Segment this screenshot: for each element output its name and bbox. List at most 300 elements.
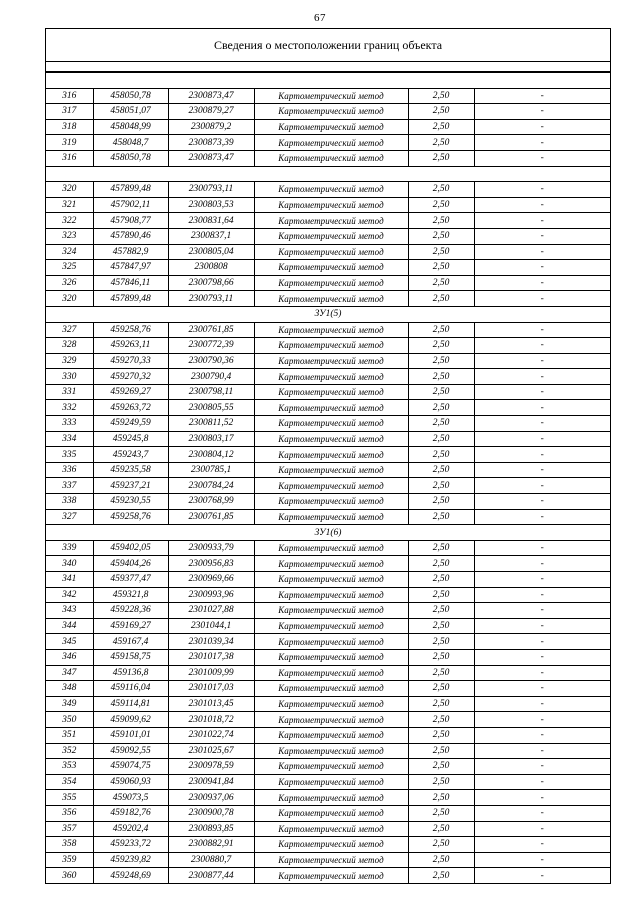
table-row [46,790,610,806]
point-number: 340 [46,556,93,572]
coord-x: 459099,62 [93,712,168,728]
point-number: 327 [46,509,93,525]
accuracy-cell: 2,50 [408,88,474,104]
accuracy-cell: 2,50 [408,400,474,416]
coord-y: 2300941,84 [168,774,254,790]
description-cell: - [474,119,610,135]
coord-x: 459258,76 [93,322,168,338]
method-cell: Картометрический метод [254,759,408,775]
description-cell: - [474,353,610,369]
coord-x: 459060,93 [93,774,168,790]
description-cell: - [474,431,610,447]
table-row [46,649,610,665]
coord-x: 459167,4 [93,634,168,650]
method-cell: Картометрический метод [254,587,408,603]
table-row [46,431,610,447]
description-cell: - [474,821,610,837]
coord-x: 459377,47 [93,572,168,588]
accuracy-cell: 2,50 [408,837,474,853]
method-cell: Картометрический метод [254,509,408,525]
table-row [46,369,610,385]
coord-y: 2301009,99 [168,665,254,681]
point-number: 352 [46,743,93,759]
coord-x: 458048,7 [93,135,168,151]
accuracy-cell: 2,50 [408,572,474,588]
coord-y: 2301039,34 [168,634,254,650]
coord-x: 457902,11 [93,197,168,213]
coord-y: 2300793,11 [168,291,254,307]
coord-y: 2301025,67 [168,743,254,759]
table-gap-row [46,73,610,89]
method-cell: Картометрический метод [254,291,408,307]
point-number: 343 [46,603,93,619]
table-row [46,681,610,697]
table-row [46,712,610,728]
coord-x: 459270,33 [93,353,168,369]
description-cell: - [474,868,610,884]
coordinates-table-body [46,73,610,884]
parcel-label: ЗУ1(5) [46,306,610,322]
method-cell: Картометрический метод [254,634,408,650]
coord-x: 459245,8 [93,431,168,447]
accuracy-cell: 2,50 [408,494,474,510]
accuracy-cell: 2,50 [408,244,474,260]
coord-y: 2300803,53 [168,197,254,213]
coord-x: 459169,27 [93,618,168,634]
point-number: 322 [46,213,93,229]
table-row [46,556,610,572]
accuracy-cell: 2,50 [408,213,474,229]
table-row [46,743,610,759]
description-cell: - [474,462,610,478]
method-cell: Картометрический метод [254,665,408,681]
table-row [46,213,610,229]
coord-x: 457890,46 [93,228,168,244]
description-cell: - [474,400,610,416]
table-row [46,727,610,743]
point-number: 357 [46,821,93,837]
accuracy-cell: 2,50 [408,665,474,681]
method-cell: Картометрический метод [254,462,408,478]
method-cell: Картометрический метод [254,681,408,697]
point-number: 331 [46,384,93,400]
accuracy-cell: 2,50 [408,805,474,821]
accuracy-cell: 2,50 [408,727,474,743]
point-number: 316 [46,150,93,166]
coord-x: 459136,8 [93,665,168,681]
description-cell: - [474,852,610,868]
accuracy-cell: 2,50 [408,197,474,213]
table-row [46,852,610,868]
point-number: 320 [46,182,93,198]
method-cell: Картометрический метод [254,868,408,884]
method-cell: Картометрический метод [254,119,408,135]
method-cell: Картометрический метод [254,322,408,338]
description-cell: - [474,837,610,853]
point-number: 317 [46,104,93,120]
coord-x: 459202,4 [93,821,168,837]
table-row [46,88,610,104]
method-cell: Картометрический метод [254,244,408,260]
accuracy-cell: 2,50 [408,696,474,712]
point-number: 342 [46,587,93,603]
coord-y: 2300873,39 [168,135,254,151]
point-number: 356 [46,805,93,821]
coord-x: 459248,69 [93,868,168,884]
coord-x: 459237,21 [93,478,168,494]
accuracy-cell: 2,50 [408,353,474,369]
coord-x: 459235,58 [93,462,168,478]
coord-y: 2300785,1 [168,462,254,478]
description-cell: - [474,634,610,650]
table-row [46,478,610,494]
accuracy-cell: 2,50 [408,618,474,634]
table-row [46,322,610,338]
coord-y: 2300784,24 [168,478,254,494]
table-row [46,182,610,198]
coord-x: 459158,75 [93,649,168,665]
description-cell: - [474,540,610,556]
point-number: 350 [46,712,93,728]
description-cell: - [474,494,610,510]
table-gap-row [46,166,610,182]
coord-x: 459270,32 [93,369,168,385]
method-cell: Картометрический метод [254,150,408,166]
coord-y: 2300969,66 [168,572,254,588]
description-cell: - [474,369,610,385]
accuracy-cell: 2,50 [408,150,474,166]
coord-x: 459074,75 [93,759,168,775]
coord-x: 457908,77 [93,213,168,229]
table-row [46,603,610,619]
accuracy-cell: 2,50 [408,322,474,338]
accuracy-cell: 2,50 [408,712,474,728]
coord-y: 2300803,17 [168,431,254,447]
coord-y: 2300761,85 [168,322,254,338]
accuracy-cell: 2,50 [408,135,474,151]
point-number: 353 [46,759,93,775]
point-number: 323 [46,228,93,244]
description-cell: - [474,572,610,588]
description-cell: - [474,213,610,229]
point-number: 339 [46,540,93,556]
description-cell: - [474,681,610,697]
description-cell: - [474,260,610,276]
accuracy-cell: 2,50 [408,447,474,463]
method-cell: Картометрический метод [254,338,408,354]
method-cell: Картометрический метод [254,275,408,291]
accuracy-cell: 2,50 [408,338,474,354]
description-cell: - [474,416,610,432]
accuracy-cell: 2,50 [408,228,474,244]
method-cell: Картометрический метод [254,135,408,151]
description-cell: - [474,712,610,728]
coord-y: 2300882,91 [168,837,254,853]
accuracy-cell: 2,50 [408,431,474,447]
table-row [46,774,610,790]
description-cell: - [474,244,610,260]
table-title: Сведения о местоположении границ объекта [46,29,610,62]
point-number: 338 [46,494,93,510]
table-row [46,665,610,681]
point-number: 321 [46,197,93,213]
coord-y: 2300893,85 [168,821,254,837]
coord-y: 2300805,55 [168,400,254,416]
table-row [46,260,610,276]
point-number: 341 [46,572,93,588]
method-cell: Картометрический метод [254,182,408,198]
table-row [46,696,610,712]
description-cell: - [474,509,610,525]
point-number: 334 [46,431,93,447]
coord-x: 459228,36 [93,603,168,619]
accuracy-cell: 2,50 [408,649,474,665]
accuracy-cell: 2,50 [408,104,474,120]
point-number: 325 [46,260,93,276]
description-cell: - [474,665,610,681]
accuracy-cell: 2,50 [408,743,474,759]
method-cell: Картометрический метод [254,852,408,868]
coord-x: 459258,76 [93,509,168,525]
point-number: 349 [46,696,93,712]
coord-x: 458048,99 [93,119,168,135]
point-number: 354 [46,774,93,790]
method-cell: Картометрический метод [254,478,408,494]
point-number: 316 [46,88,93,104]
coord-x: 457899,48 [93,182,168,198]
coord-y: 2300978,59 [168,759,254,775]
coord-y: 2300956,83 [168,556,254,572]
coord-y: 2300900,78 [168,805,254,821]
method-cell: Картометрический метод [254,104,408,120]
point-number: 346 [46,649,93,665]
accuracy-cell: 2,50 [408,603,474,619]
coord-x: 459402,05 [93,540,168,556]
table-row [46,353,610,369]
table-row [46,291,610,307]
coord-y: 2300873,47 [168,150,254,166]
description-cell: - [474,556,610,572]
accuracy-cell: 2,50 [408,478,474,494]
description-cell: - [474,135,610,151]
coord-y: 2300805,04 [168,244,254,260]
method-cell: Картометрический метод [254,228,408,244]
table-row [46,618,610,634]
point-number: 351 [46,727,93,743]
accuracy-cell: 2,50 [408,384,474,400]
point-number: 324 [46,244,93,260]
method-cell: Картометрический метод [254,805,408,821]
point-number: 318 [46,119,93,135]
accuracy-cell: 2,50 [408,416,474,432]
table-row [46,634,610,650]
point-number: 328 [46,338,93,354]
coord-x: 457847,97 [93,260,168,276]
point-number: 329 [46,353,93,369]
table-row [46,338,610,354]
point-number: 355 [46,790,93,806]
coord-y: 2300937,06 [168,790,254,806]
table-row [46,759,610,775]
coord-x: 459114,81 [93,696,168,712]
method-cell: Картометрический метод [254,774,408,790]
point-number: 320 [46,291,93,307]
method-cell: Картометрический метод [254,260,408,276]
description-cell: - [474,197,610,213]
accuracy-cell: 2,50 [408,681,474,697]
coord-x: 459263,11 [93,338,168,354]
accuracy-cell: 2,50 [408,369,474,385]
point-number: 330 [46,369,93,385]
description-cell: - [474,384,610,400]
description-cell: - [474,478,610,494]
description-cell: - [474,727,610,743]
point-number: 359 [46,852,93,868]
coord-y: 2300879,27 [168,104,254,120]
table-row [46,400,610,416]
accuracy-cell: 2,50 [408,275,474,291]
accuracy-cell: 2,50 [408,291,474,307]
method-cell: Картометрический метод [254,743,408,759]
accuracy-cell: 2,50 [408,462,474,478]
coord-y: 2300798,66 [168,275,254,291]
point-number: 335 [46,447,93,463]
coord-x: 459182,76 [93,805,168,821]
description-cell: - [474,743,610,759]
coord-y: 2300831,64 [168,213,254,229]
parcel-label-row [46,525,610,541]
coord-y: 2300772,39 [168,338,254,354]
coord-y: 2301044,1 [168,618,254,634]
method-cell: Картометрический метод [254,384,408,400]
accuracy-cell: 2,50 [408,556,474,572]
coord-x: 459249,59 [93,416,168,432]
description-cell: - [474,774,610,790]
method-cell: Картометрический метод [254,556,408,572]
method-cell: Картометрический метод [254,603,408,619]
description-cell: - [474,338,610,354]
description-cell: - [474,759,610,775]
coord-y: 2300793,11 [168,182,254,198]
table-row [46,805,610,821]
coord-y: 2301027,88 [168,603,254,619]
coord-y: 2300768,99 [168,494,254,510]
coord-x: 459233,72 [93,837,168,853]
method-cell: Картометрический метод [254,821,408,837]
description-cell: - [474,182,610,198]
method-cell: Картометрический метод [254,213,408,229]
method-cell: Картометрический метод [254,88,408,104]
coord-y: 2300873,47 [168,88,254,104]
coordinates-table [46,72,610,884]
table-row [46,197,610,213]
coord-x: 459269,27 [93,384,168,400]
point-number: 360 [46,868,93,884]
coord-y: 2300790,4 [168,369,254,385]
method-cell: Картометрический метод [254,696,408,712]
coord-y: 2300880,7 [168,852,254,868]
coord-x: 457846,11 [93,275,168,291]
point-number: 327 [46,322,93,338]
description-cell: - [474,805,610,821]
accuracy-cell: 2,50 [408,790,474,806]
description-cell: - [474,603,610,619]
point-number: 332 [46,400,93,416]
method-cell: Картометрический метод [254,618,408,634]
table-row [46,494,610,510]
table-row [46,587,610,603]
table-row [46,462,610,478]
method-cell: Картометрический метод [254,447,408,463]
point-number: 358 [46,837,93,853]
coord-x: 459101,01 [93,727,168,743]
accuracy-cell: 2,50 [408,540,474,556]
coord-y: 2300811,52 [168,416,254,432]
accuracy-cell: 2,50 [408,821,474,837]
description-cell: - [474,150,610,166]
description-cell: - [474,291,610,307]
coord-y: 2300798,11 [168,384,254,400]
point-number: 333 [46,416,93,432]
method-cell: Картометрический метод [254,540,408,556]
coord-x: 458050,78 [93,88,168,104]
point-number: 347 [46,665,93,681]
table-row [46,868,610,884]
table-row [46,119,610,135]
table-row [46,244,610,260]
accuracy-cell: 2,50 [408,774,474,790]
accuracy-cell: 2,50 [408,182,474,198]
table-row [46,540,610,556]
accuracy-cell: 2,50 [408,868,474,884]
point-number: 345 [46,634,93,650]
coord-x: 459230,55 [93,494,168,510]
description-cell: - [474,88,610,104]
header-spacer [46,62,610,72]
coord-y: 2300790,36 [168,353,254,369]
coord-y: 2300877,44 [168,868,254,884]
table-row [46,447,610,463]
coord-x: 459404,26 [93,556,168,572]
method-cell: Картометрический метод [254,353,408,369]
coord-x: 457899,48 [93,291,168,307]
point-number: 336 [46,462,93,478]
coord-x: 459092,55 [93,743,168,759]
description-cell: - [474,447,610,463]
accuracy-cell: 2,50 [408,119,474,135]
method-cell: Картометрический метод [254,572,408,588]
description-cell: - [474,790,610,806]
gap-cell [46,73,610,89]
table-row [46,837,610,853]
description-cell: - [474,649,610,665]
coord-x: 459116,04 [93,681,168,697]
table-row [46,509,610,525]
parcel-label-row [46,306,610,322]
coord-y: 2301017,38 [168,649,254,665]
accuracy-cell: 2,50 [408,634,474,650]
coord-x: 459243,7 [93,447,168,463]
method-cell: Картометрический метод [254,431,408,447]
accuracy-cell: 2,50 [408,759,474,775]
accuracy-cell: 2,50 [408,852,474,868]
coord-x: 459263,72 [93,400,168,416]
description-cell: - [474,618,610,634]
page-number: 67 [314,12,326,24]
coord-y: 2300879,2 [168,119,254,135]
coord-x: 457882,9 [93,244,168,260]
table-row [46,275,610,291]
